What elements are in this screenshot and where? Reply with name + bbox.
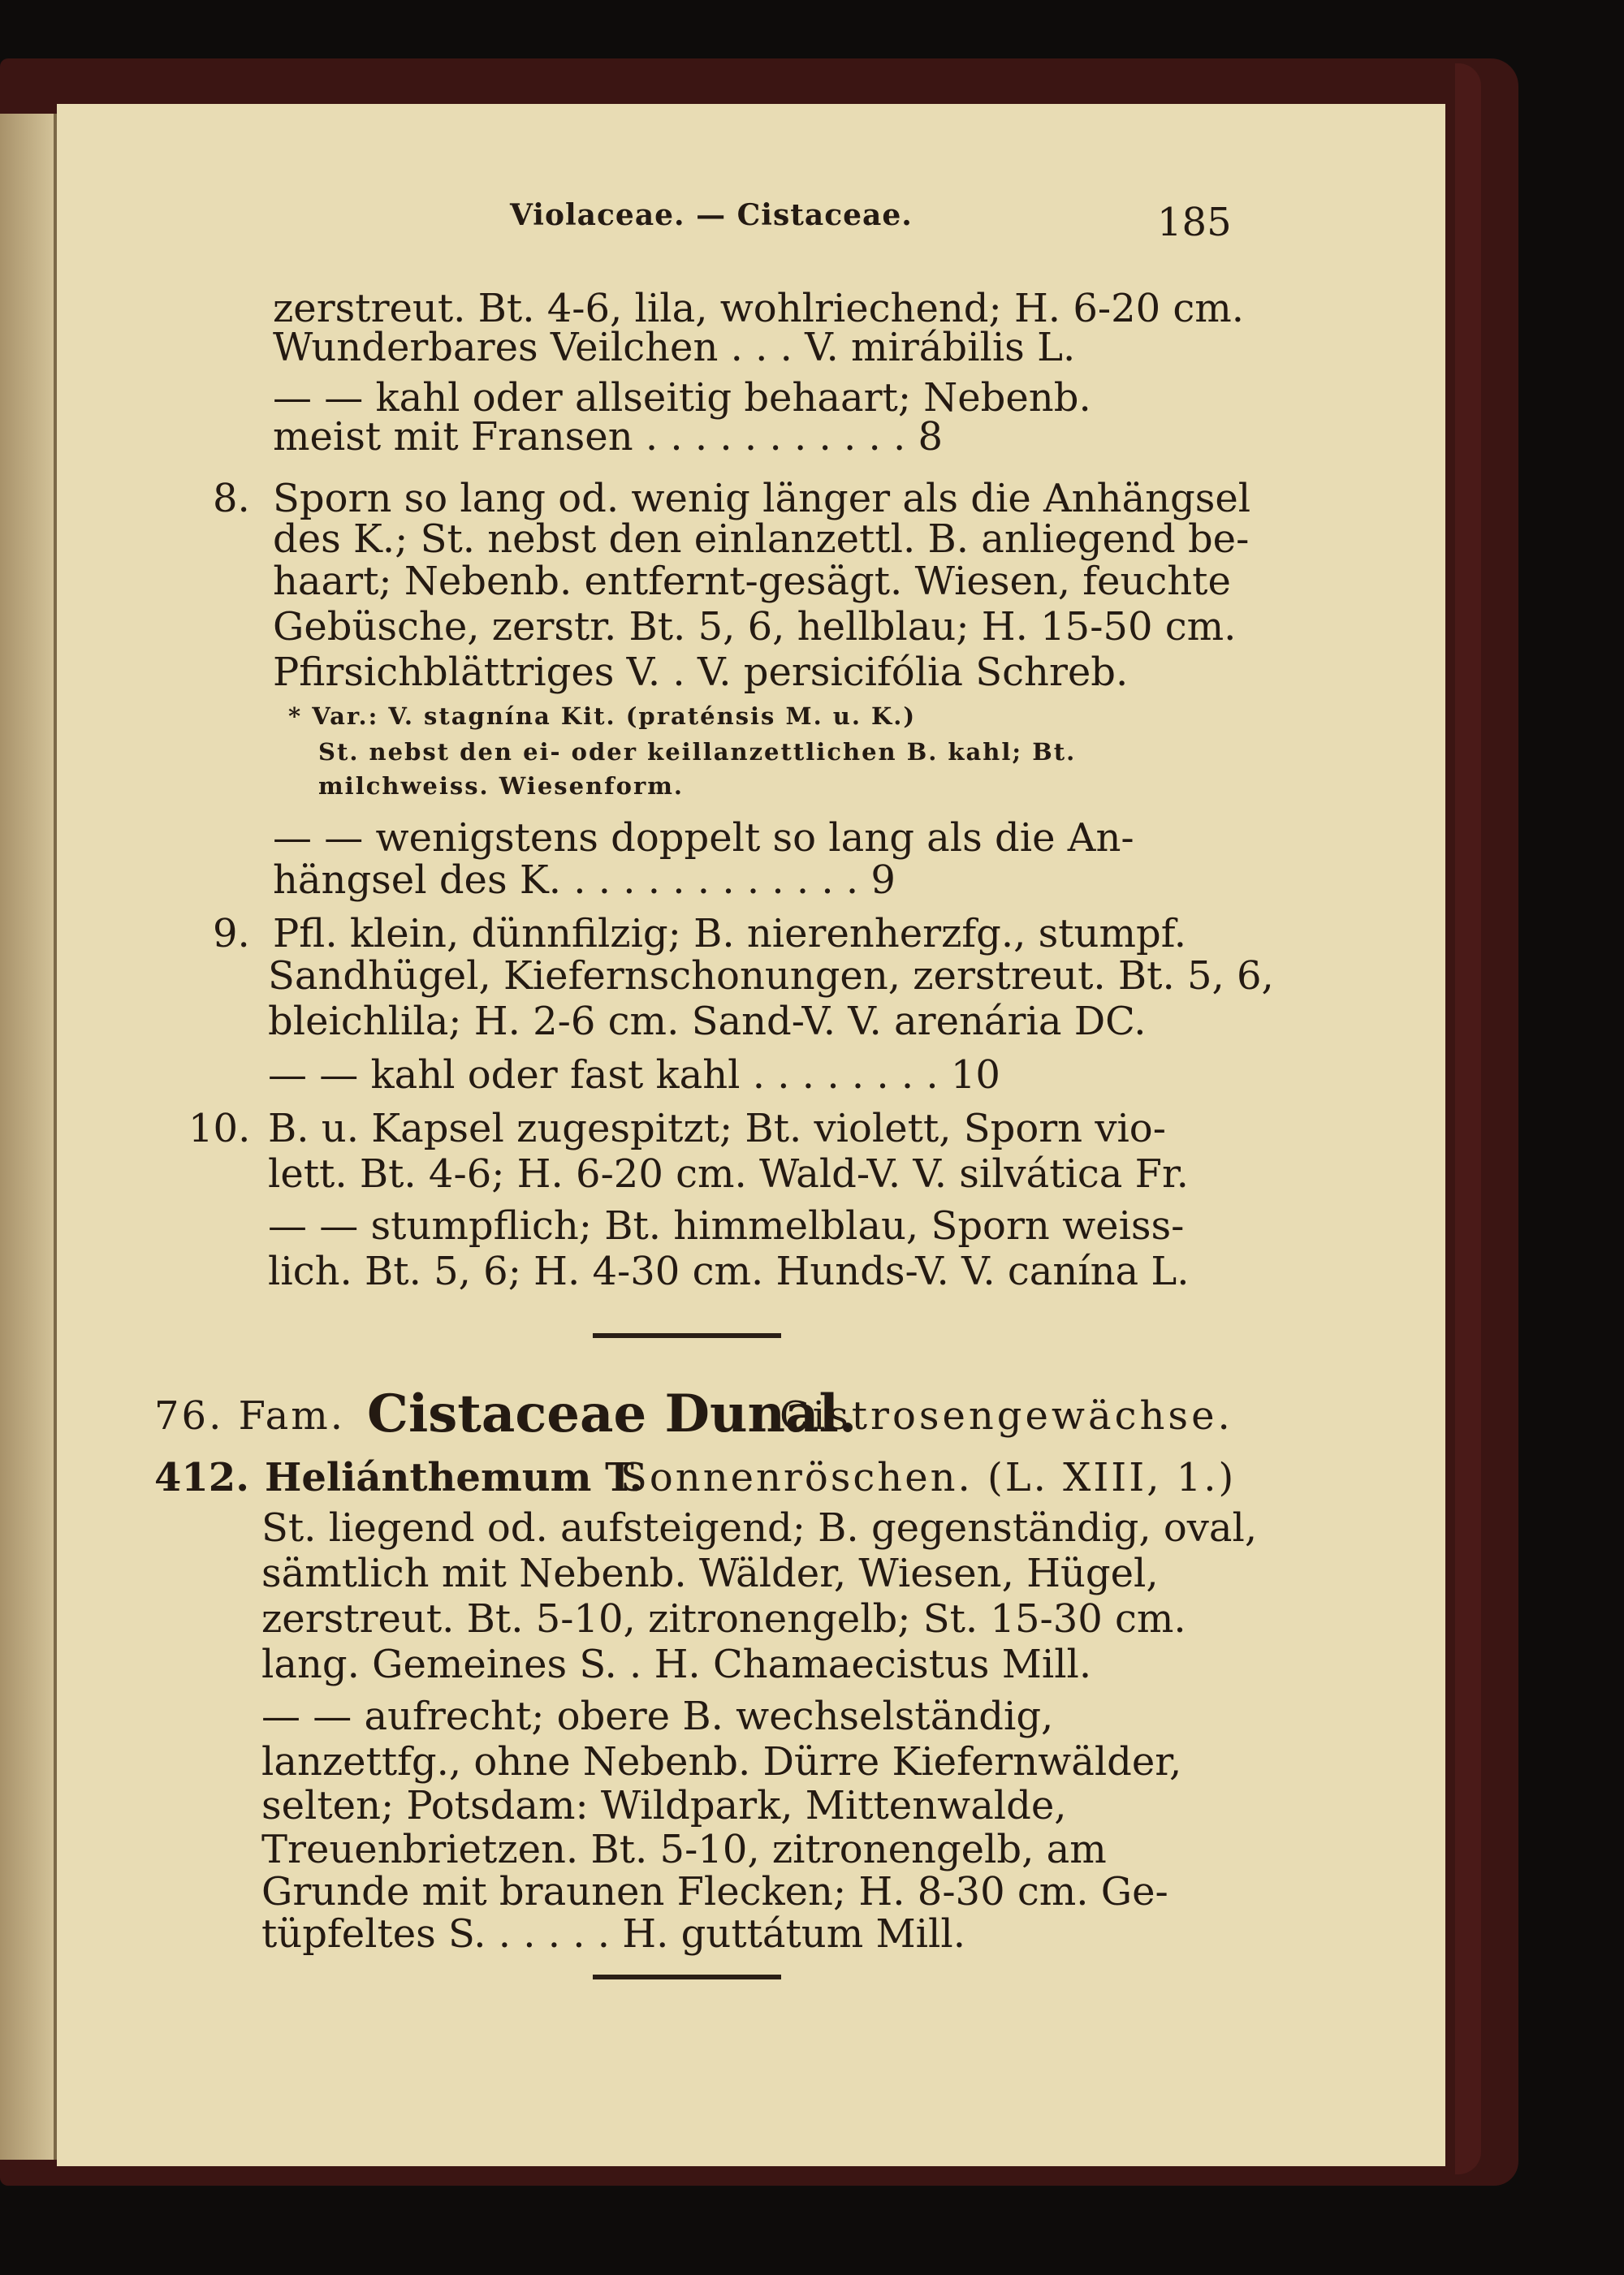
key-marker: 9. [213,911,250,956]
text-line: lanzettfg., ohne Nebenb. Dürre Kiefernwälder, [261,1739,1182,1785]
text-line: lang. Gemeines S. . H. Chamaecistus Mill. [261,1642,1092,1687]
text-line: bleichlila; H. 2-6 cm. Sand-V. V. arenária DC. [268,999,1147,1044]
text-line: tüpfeltes S. . . . . . H. guttátum Mill. [261,1911,965,1957]
text-line: hängsel des K. . . . . . . . . . . . . 9 [273,857,896,903]
key-marker: 8. [213,476,250,521]
genus-common-name: Sonnenröschen. (L. XIII, 1.) [620,1455,1237,1500]
key-marker: 10. [188,1106,251,1151]
text-line: Gebüsche, zerstr. Bt. 5, 6, hellblau; H. 15-50 cm. [273,604,1237,650]
text-line: meist mit Fransen . . . . . . . . . . . 8 [273,414,944,460]
text-line: Sandhügel, Kiefernschonungen, zerstreut. Bt. 5, 6, [268,953,1274,999]
text-line: haart; Nebenb. entfernt-gesägt. Wiesen, feuchte [273,559,1231,604]
genus-number: 412. [154,1455,249,1500]
text-line: sämtlich mit Nebenb. Wälder, Wiesen, Hügel, [261,1551,1159,1596]
text-line: — — stumpflich; Bt. himmelblau, Sporn weiss- [268,1203,1185,1249]
section-divider [593,1975,781,1979]
page-number: 185 [1157,200,1232,245]
text-line: Sporn so lang od. wenig länger als die Anhängsel [273,476,1251,521]
family-number: 76. Fam. [154,1393,346,1439]
text-line: B. u. Kapsel zugespitzt; Bt. violett, Sporn vio- [268,1106,1166,1151]
text-line: St. liegend od. aufsteigend; B. gegenständig, oval, [261,1505,1258,1551]
text-line: Grunde mit braunen Flecken; H. 8-30 cm. Ge- [261,1869,1168,1915]
family-common-name: Cistrosengewächse. [780,1393,1233,1439]
text-line: Treuenbrietzen. Bt. 5-10, zitronengelb, am [261,1827,1107,1872]
variety-note: * Var.: V. stagnína Kit. (praténsis M. u. K.) [288,702,917,730]
variety-note: St. nebst den ei- oder keillanzettlichen B. kahl; Bt. [318,738,1077,766]
text-line: des K.; St. nebst den einlanzettl. B. anliegend be- [273,516,1250,562]
family-name: Cistaceae Dunal. [367,1384,857,1444]
text-line: zerstreut. Bt. 5-10, zitronengelb; St. 15-30 cm. [261,1596,1186,1642]
left-page-edge [0,114,58,2160]
text-line: Pfirsichblättriges V. . V. persicifólia Schreb. [273,650,1129,695]
book-cover-edge [1455,63,1481,2174]
text-line: selten; Potsdam: Wildpark, Mittenwalde, [261,1783,1067,1828]
variety-note: milchweiss. Wiesenform. [318,772,685,800]
text-line: — — wenigstens doppelt so lang als die An- [273,815,1134,861]
running-header: Violaceae. — Cistaceae. [510,198,913,232]
text-line: lett. Bt. 4-6; H. 6-20 cm. Wald-V. V. silvática Fr. [268,1151,1189,1197]
section-divider [593,1333,781,1338]
text-line: Wunderbares Veilchen . . . V. mirábilis L. [273,325,1076,370]
text-line: lich. Bt. 5, 6; H. 4-30 cm. Hunds-V. V. canína L. [268,1249,1190,1294]
text-line: — — aufrecht; obere B. wechselständig, [261,1694,1054,1739]
text-line: Pfl. klein, dünnfilzig; B. nierenherzfg., stumpf. [273,911,1187,956]
text-line: — — kahl oder allseitig behaart; Nebenb. [273,375,1091,421]
text-line: — — kahl oder fast kahl . . . . . . . . 10 [268,1052,1000,1098]
genus-name: Heliánthemum T. [265,1455,643,1500]
text-line: zerstreut. Bt. 4-6, lila, wohlriechend; H. 6-20 cm. [273,286,1245,331]
